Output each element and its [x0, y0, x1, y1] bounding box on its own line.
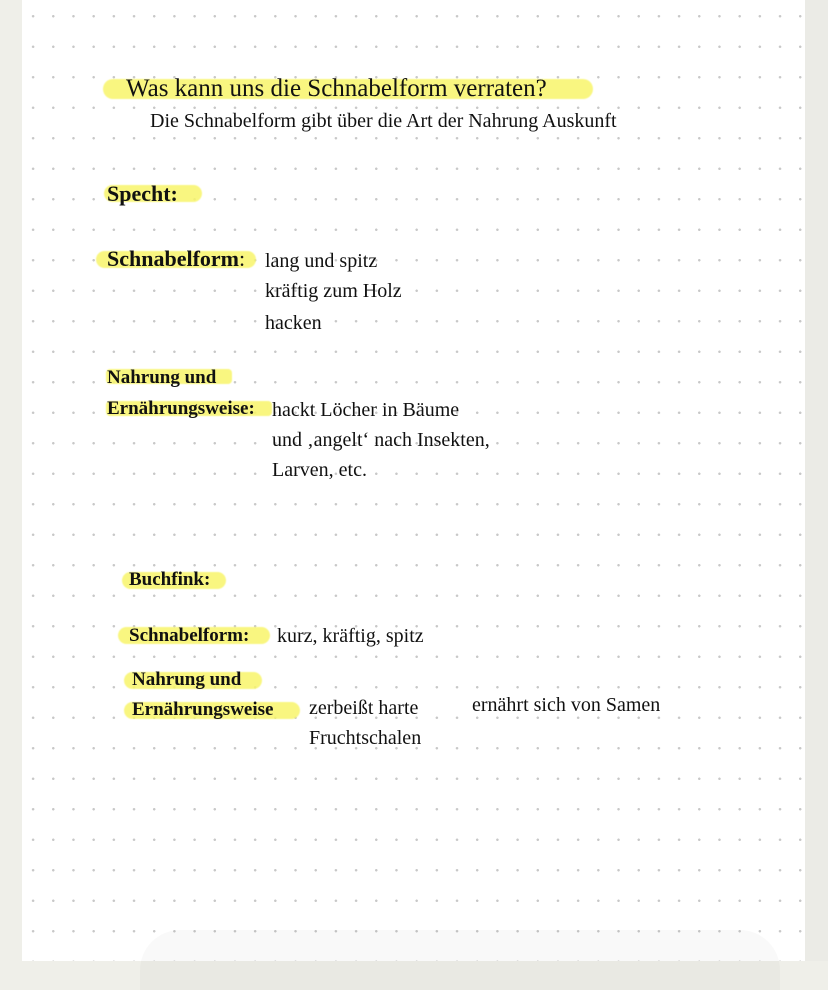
- bird-heading-buchfink: Buchfink:: [129, 569, 211, 590]
- food-label-specht-2: Ernährungsweise:: [107, 398, 255, 419]
- beak-label-specht: [107, 248, 245, 270]
- page-subtitle: Die Schnabelform gibt über die Art der Nahrung Auskunft: [150, 110, 617, 132]
- food-label-buchfink-1: Nahrung und: [132, 669, 242, 690]
- food-desc-buchfink-2: Fruchtschalen: [309, 727, 422, 749]
- beak-desc-specht-3: hacken: [265, 312, 322, 334]
- beak-label-text: Schnabelform: [107, 246, 239, 271]
- beak-desc-specht-2: kräftig zum Holz: [265, 280, 402, 302]
- food-desc-specht-3: Larven, etc.: [272, 459, 367, 481]
- notebook-page: [22, 0, 805, 961]
- page-edge: [805, 0, 828, 961]
- bottom-overlay: [140, 930, 780, 990]
- beak-label-colon: :: [239, 246, 246, 271]
- bird-heading-specht: Specht:: [107, 181, 178, 206]
- beak-desc-buchfink: kurz, kräftig, spitz: [277, 625, 424, 647]
- food-desc-buchfink-1: zerbeißt harte: [309, 697, 419, 719]
- page-title: Was kann uns die Schnabelform verraten?: [126, 75, 547, 102]
- food-note-buchfink: ernährt sich von Samen: [472, 694, 661, 716]
- food-desc-specht-2: und ‚angelt‘ nach Insekten,: [272, 429, 490, 451]
- beak-label-buchfink: Schnabelform:: [129, 625, 250, 646]
- beak-desc-specht-1: lang und spitz: [265, 250, 378, 272]
- food-label-buchfink-2: Ernährungsweise: [132, 699, 274, 720]
- food-label-specht-1: Nahrung und: [107, 367, 217, 388]
- food-desc-specht-1: hackt Löcher in Bäume: [272, 399, 460, 421]
